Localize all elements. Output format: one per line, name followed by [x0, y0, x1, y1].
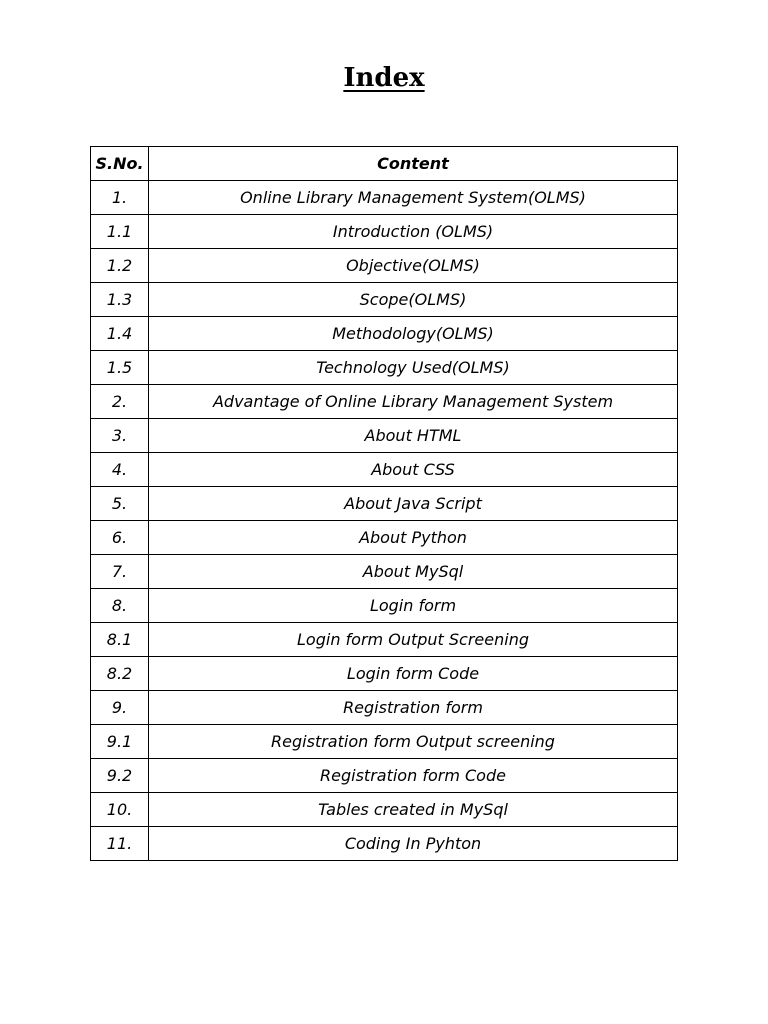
table-row — [91, 181, 678, 215]
table-row — [91, 725, 678, 759]
row-sno: 11. — [91, 827, 149, 861]
table-row — [91, 555, 678, 589]
table-row — [91, 385, 678, 419]
table-row — [91, 793, 678, 827]
table-row — [91, 215, 678, 249]
table-row — [91, 759, 678, 793]
row-content: Coding In Pyhton — [149, 827, 678, 861]
row-sno: 9. — [91, 691, 149, 725]
row-content: About CSS — [149, 453, 678, 487]
row-content: About Python — [149, 521, 678, 555]
table-row — [91, 453, 678, 487]
table-row — [91, 691, 678, 725]
row-sno: 9.1 — [91, 725, 149, 759]
row-content: About Java Script — [149, 487, 678, 521]
row-sno: 10. — [91, 793, 149, 827]
row-sno: 1. — [91, 181, 149, 215]
row-sno: 1.1 — [91, 215, 149, 249]
row-content: Online Library Management System(OLMS) — [149, 181, 678, 215]
table-row — [91, 283, 678, 317]
row-sno: 6. — [91, 521, 149, 555]
row-sno: 4. — [91, 453, 149, 487]
row-sno: 9.2 — [91, 759, 149, 793]
row-sno: 1.5 — [91, 351, 149, 385]
index-table — [90, 146, 678, 861]
row-sno: 1.4 — [91, 317, 149, 351]
row-content: Registration form Code — [149, 759, 678, 793]
row-sno: 8.2 — [91, 657, 149, 691]
table-row — [91, 521, 678, 555]
table-row — [91, 827, 678, 861]
row-content: Scope(OLMS) — [149, 283, 678, 317]
table-row — [91, 623, 678, 657]
row-content: Methodology(OLMS) — [149, 317, 678, 351]
row-sno: 1.3 — [91, 283, 149, 317]
row-content: Registration form Output screening — [149, 725, 678, 759]
row-sno: 5. — [91, 487, 149, 521]
row-content: Login form — [149, 589, 678, 623]
table-row — [91, 351, 678, 385]
page-title: Index — [343, 63, 425, 93]
table-row — [91, 249, 678, 283]
header-sno: S.No. — [91, 147, 149, 181]
row-content: Advantage of Online Library Management System — [149, 385, 678, 419]
row-content: Technology Used(OLMS) — [149, 351, 678, 385]
row-content: Login form Code — [149, 657, 678, 691]
table-row — [91, 419, 678, 453]
row-content: Introduction (OLMS) — [149, 215, 678, 249]
row-content: About HTML — [149, 419, 678, 453]
table-row — [91, 487, 678, 521]
row-content: Tables created in MySql — [149, 793, 678, 827]
row-sno: 1.2 — [91, 249, 149, 283]
table-row — [91, 657, 678, 691]
row-content: Login form Output Screening — [149, 623, 678, 657]
row-content: Objective(OLMS) — [149, 249, 678, 283]
row-sno: 7. — [91, 555, 149, 589]
row-sno: 2. — [91, 385, 149, 419]
row-content: Registration form — [149, 691, 678, 725]
row-sno: 8. — [91, 589, 149, 623]
table-row — [91, 317, 678, 351]
row-sno: 8.1 — [91, 623, 149, 657]
table-header-row — [91, 147, 678, 181]
table-row — [91, 589, 678, 623]
row-sno: 3. — [91, 419, 149, 453]
header-content: Content — [149, 147, 678, 181]
row-content: About MySql — [149, 555, 678, 589]
